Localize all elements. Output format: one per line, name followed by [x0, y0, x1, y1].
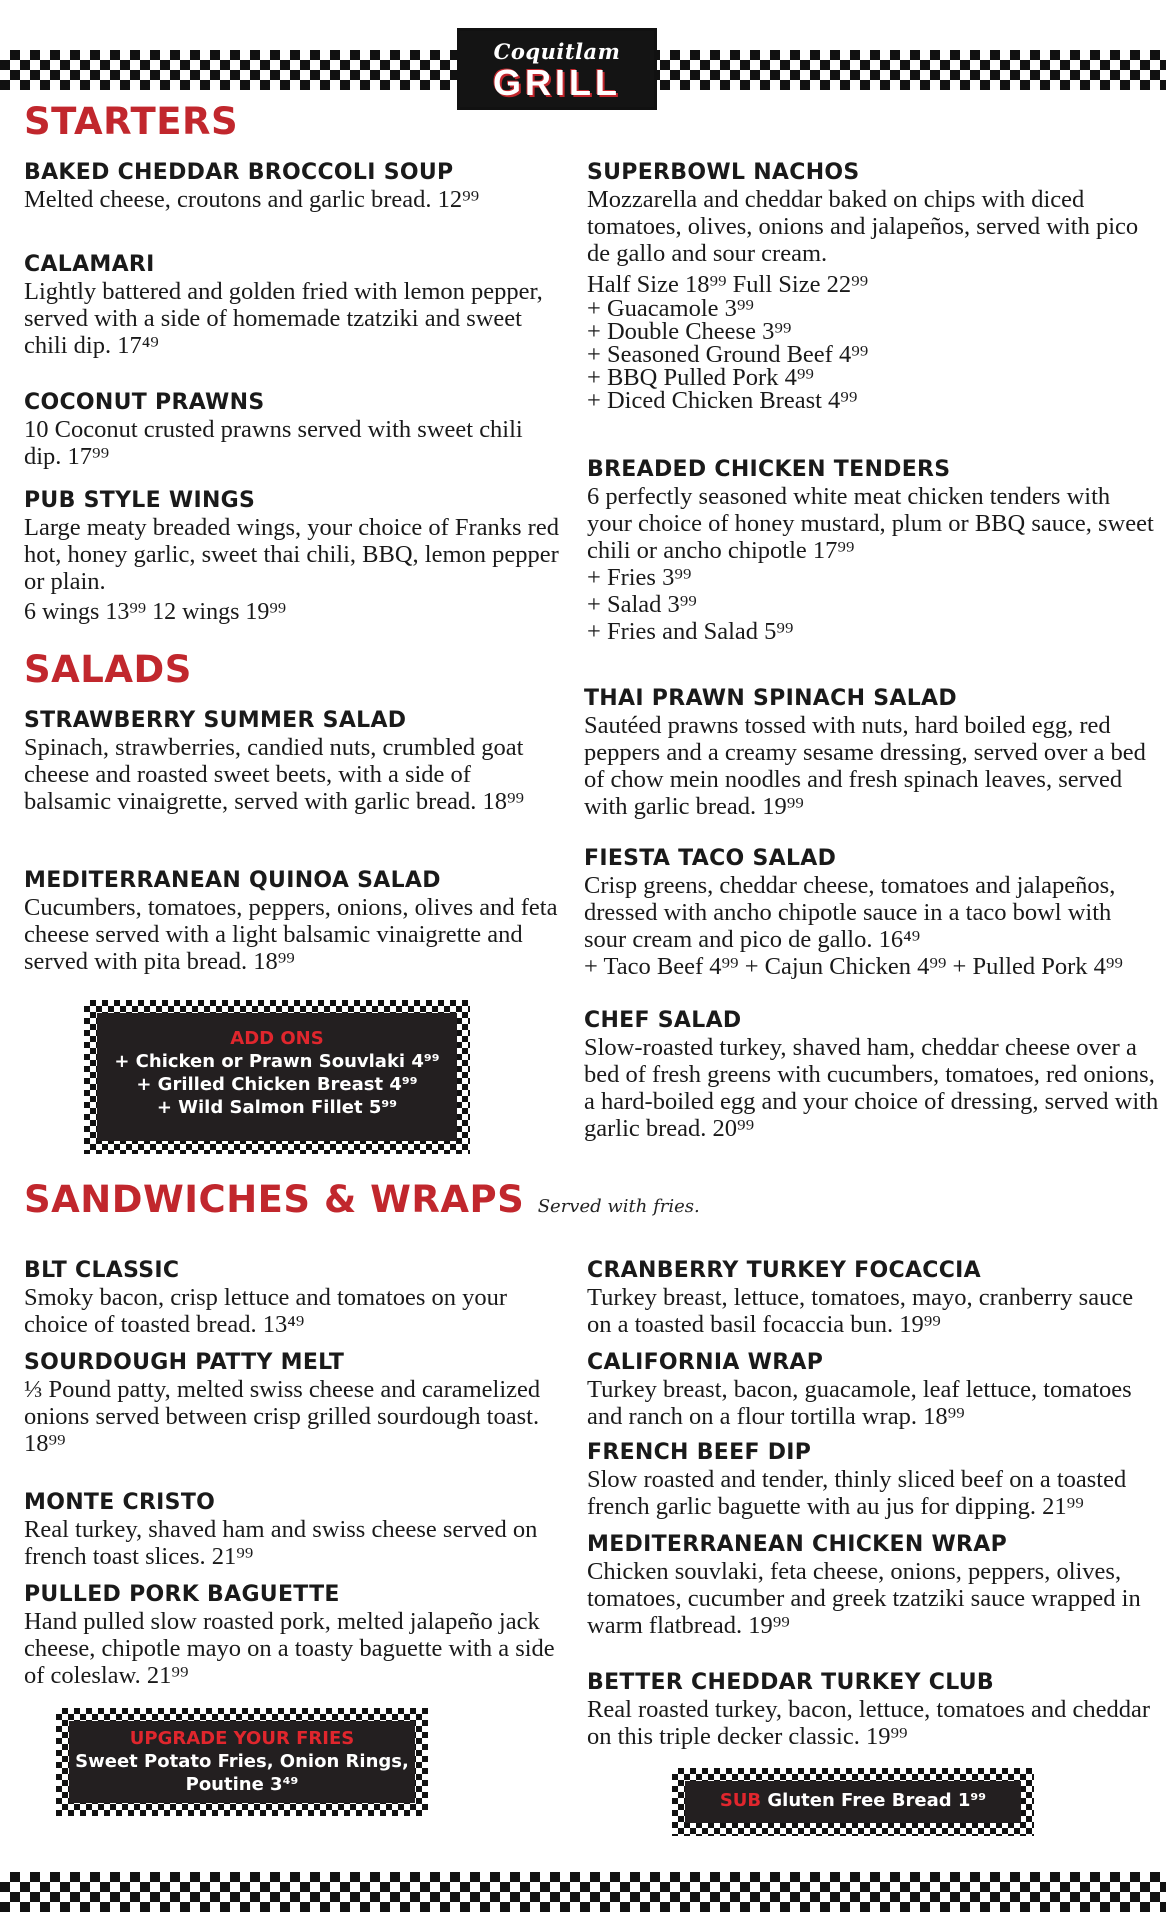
- addon-line: + Fries and Salad 5⁹⁹: [587, 618, 794, 645]
- menu-item-pork-baguette: [24, 1582, 564, 1689]
- item-name: STRAWBERRY SUMMER SALAD: [24, 708, 407, 733]
- gluten-free-line: [685, 1789, 1021, 1812]
- addon-line: + Guacamole 3⁹⁹: [587, 295, 754, 322]
- addon-line: + Taco Beef 4⁹⁹ + Cajun Chicken 4⁹⁹ + Pulled Pork 4⁹⁹: [584, 953, 1123, 980]
- menu-item-strawberry-salad: [24, 708, 564, 815]
- menu-item-cranberry-focaccia: [587, 1258, 1157, 1338]
- upgrade-fries-line: Sweet Potato Fries, Onion Rings,: [75, 1751, 409, 1772]
- item-desc: Real roasted turkey, bacon, lettuce, tomatoes and cheddar on this triple decker classic. 19⁹⁹: [587, 1696, 1151, 1750]
- item-name: BLT CLASSIC: [24, 1258, 180, 1283]
- item-name: FIESTA TACO SALAD: [584, 846, 837, 871]
- gluten-free-text: Gluten Free Bread 1⁹⁹: [767, 1790, 987, 1811]
- item-sizes: Half Size 18⁹⁹ Full Size 22⁹⁹: [587, 271, 869, 298]
- item-desc: Real turkey, shaved ham and swiss cheese served on french toast slices. 21⁹⁹: [24, 1516, 538, 1570]
- addon-line: + Double Cheese 3⁹⁹: [587, 318, 792, 345]
- menu-item-turkey-club: [587, 1670, 1157, 1750]
- item-name: CALIFORNIA WRAP: [587, 1350, 824, 1375]
- add-ons-line: + Grilled Chicken Breast 4⁹⁹: [136, 1074, 418, 1095]
- section-title-sandwiches: [24, 1178, 700, 1229]
- menu-item-calamari: [24, 252, 564, 359]
- restaurant-logo: [457, 28, 657, 110]
- item-name: PULLED PORK BAGUETTE: [24, 1582, 340, 1607]
- item-name: CHEF SALAD: [584, 1008, 742, 1033]
- section-title-starters: STARTERS: [24, 100, 239, 143]
- menu-item-thai-salad: [584, 686, 1159, 820]
- item-name: CALAMARI: [24, 252, 155, 277]
- addon-line: + Seasoned Ground Beef 4⁹⁹: [587, 341, 869, 368]
- addon-line: + Fries 3⁹⁹: [587, 564, 692, 591]
- item-name: SOURDOUGH PATTY MELT: [24, 1350, 345, 1375]
- menu-item-chef-salad: [584, 1008, 1159, 1142]
- gluten-free-box: [672, 1768, 1034, 1836]
- item-desc: Lightly battered and golden fried with lemon pepper, served with a side of homemade tzatziki and sweet chili dip. 17⁴⁹: [24, 278, 543, 359]
- item-desc: 10 Coconut crusted prawns served with sweet chili dip. 17⁹⁹: [24, 416, 523, 470]
- addon-line: + Salad 3⁹⁹: [587, 591, 697, 618]
- item-desc: Smoky bacon, crisp lettuce and tomatoes on your choice of toasted bread. 13⁴⁹: [24, 1284, 508, 1338]
- upgrade-fries-title: UPGRADE YOUR FRIES: [129, 1728, 355, 1749]
- item-name: MONTE CRISTO: [24, 1490, 216, 1515]
- menu-item-monte-cristo: [24, 1490, 564, 1570]
- item-name: FRENCH BEEF DIP: [587, 1440, 812, 1465]
- item-desc: Sautéed prawns tossed with nuts, hard boiled egg, red peppers and a creamy sesame dressing, served over a bed of chow mein noodles and fresh spinach leaves, served with garlic bread. 19⁹⁹: [584, 712, 1146, 820]
- item-name: MEDITERRANEAN QUINOA SALAD: [24, 868, 441, 893]
- item-desc: Cucumbers, tomatoes, peppers, onions, olives and feta cheese served with a light balsamic vinaigrette and served with pita bread. 18⁹⁹: [24, 894, 558, 975]
- upgrade-fries-line: Poutine 3⁴⁹: [185, 1774, 299, 1795]
- add-ons-line: + Chicken or Prawn Souvlaki 4⁹⁹: [114, 1051, 440, 1072]
- menu-item-taco-salad: [584, 846, 1159, 980]
- item-name: THAI PRAWN SPINACH SALAD: [584, 686, 957, 711]
- menu-item-california-wrap: [587, 1350, 1157, 1430]
- item-desc: Large meaty breaded wings, your choice of Franks red hot, honey garlic, sweet thai chili, BBQ, lemon pepper or plain.: [24, 514, 559, 595]
- logo-script-text: Coquitlam: [493, 39, 621, 64]
- item-name: BREADED CHICKEN TENDERS: [587, 457, 951, 482]
- item-name: MEDITERRANEAN CHICKEN WRAP: [587, 1532, 1008, 1557]
- add-ons-title: ADD ONS: [230, 1028, 324, 1049]
- menu-item-wings: [24, 488, 564, 625]
- item-name: BAKED CHEDDAR BROCCOLI SOUP: [24, 160, 454, 185]
- addon-line: + BBQ Pulled Pork 4⁹⁹: [587, 364, 814, 391]
- item-prices: 6 wings 13⁹⁹ 12 wings 19⁹⁹: [24, 599, 287, 625]
- item-desc: Melted cheese, croutons and garlic bread. 12⁹⁹: [24, 186, 480, 213]
- menu-item-beef-dip: [587, 1440, 1157, 1520]
- item-desc: Hand pulled slow roasted pork, melted jalapeño jack cheese, chipotle mayo on a toasty baguette with a side of coleslaw. 21⁹⁹: [24, 1608, 555, 1689]
- item-desc: Mozzarella and cheddar baked on chips with diced tomatoes, olives, onions and jalapeños, served with pico de gallo and sour cream.: [587, 186, 1139, 267]
- upgrade-fries-panel: [69, 1721, 415, 1803]
- add-ons-box: [84, 1000, 470, 1154]
- menu-item-blt: [24, 1258, 564, 1338]
- menu-item-patty-melt: [24, 1350, 564, 1457]
- bottom-checker-border: [0, 1872, 1166, 1912]
- gluten-free-sub: SUB: [719, 1790, 762, 1811]
- item-name: BETTER CHEDDAR TURKEY CLUB: [587, 1670, 994, 1695]
- section-title-text: SANDWICHES & WRAPS: [24, 1178, 525, 1221]
- item-desc: ⅓ Pound patty, melted swiss cheese and caramelized onions served between crisp grilled sourdough toast. 18⁹⁹: [24, 1376, 541, 1457]
- item-desc: Slow-roasted turkey, shaved ham, cheddar cheese over a bed of fresh greens with cucumbers, tomatoes, red onions, a hard-boiled egg and your choice of dressing, served with garlic bread. 20⁹⁹: [584, 1034, 1159, 1142]
- item-name: SUPERBOWL NACHOS: [587, 160, 860, 185]
- menu-item-mediterranean-wrap: [587, 1532, 1157, 1639]
- section-title-salads: SALADS: [24, 648, 192, 691]
- logo-main-text: GRILL: [493, 62, 621, 103]
- item-desc: 6 perfectly seasoned white meat chicken tenders with your choice of honey mustard, plum or BBQ sauce, sweet chili or ancho chipotle 17⁹⁹: [587, 483, 1154, 564]
- gluten-free-panel: [685, 1781, 1021, 1823]
- add-ons-panel: [97, 1013, 457, 1141]
- menu-item-quinoa-salad: [24, 868, 564, 975]
- item-desc: Turkey breast, bacon, guacamole, leaf lettuce, tomatoes and ranch on a flour tortilla wrap. 18⁹⁹: [587, 1376, 1132, 1430]
- menu-item-nachos: [587, 160, 1157, 412]
- menu-item-coconut-prawns: [24, 390, 564, 470]
- item-desc: Chicken souvlaki, feta cheese, onions, peppers, olives, tomatoes, cucumber and greek tzatziki sauce wrapped in warm flatbread. 19⁹⁹: [587, 1558, 1141, 1639]
- item-desc: Crisp greens, cheddar cheese, tomatoes and jalapeños, dressed with ancho chipotle sauce in a taco bowl with sour cream and pico de gallo. 16⁴⁹: [584, 872, 1116, 953]
- add-ons-line: + Wild Salmon Fillet 5⁹⁹: [156, 1097, 398, 1118]
- menu-item-soup: [24, 160, 564, 213]
- section-note: Served with fries.: [537, 1196, 700, 1217]
- addon-line: + Diced Chicken Breast 4⁹⁹: [587, 387, 858, 414]
- item-desc: Slow roasted and tender, thinly sliced beef on a toasted french garlic baguette with au jus for dipping. 21⁹⁹: [587, 1466, 1127, 1520]
- item-name: PUB STYLE WINGS: [24, 488, 256, 513]
- item-name: CRANBERRY TURKEY FOCACCIA: [587, 1258, 981, 1283]
- item-desc: Turkey breast, lettuce, tomatoes, mayo, cranberry sauce on a toasted basil focaccia bun. 19⁹⁹: [587, 1284, 1134, 1338]
- item-desc: Spinach, strawberries, candied nuts, crumbled goat cheese and roasted sweet beets, with a side of balsamic vinaigrette, served with garlic bread. 18⁹⁹: [24, 734, 525, 815]
- menu-item-chicken-tenders: [587, 457, 1157, 645]
- item-name: COCONUT PRAWNS: [24, 390, 265, 415]
- upgrade-fries-box: [56, 1708, 428, 1816]
